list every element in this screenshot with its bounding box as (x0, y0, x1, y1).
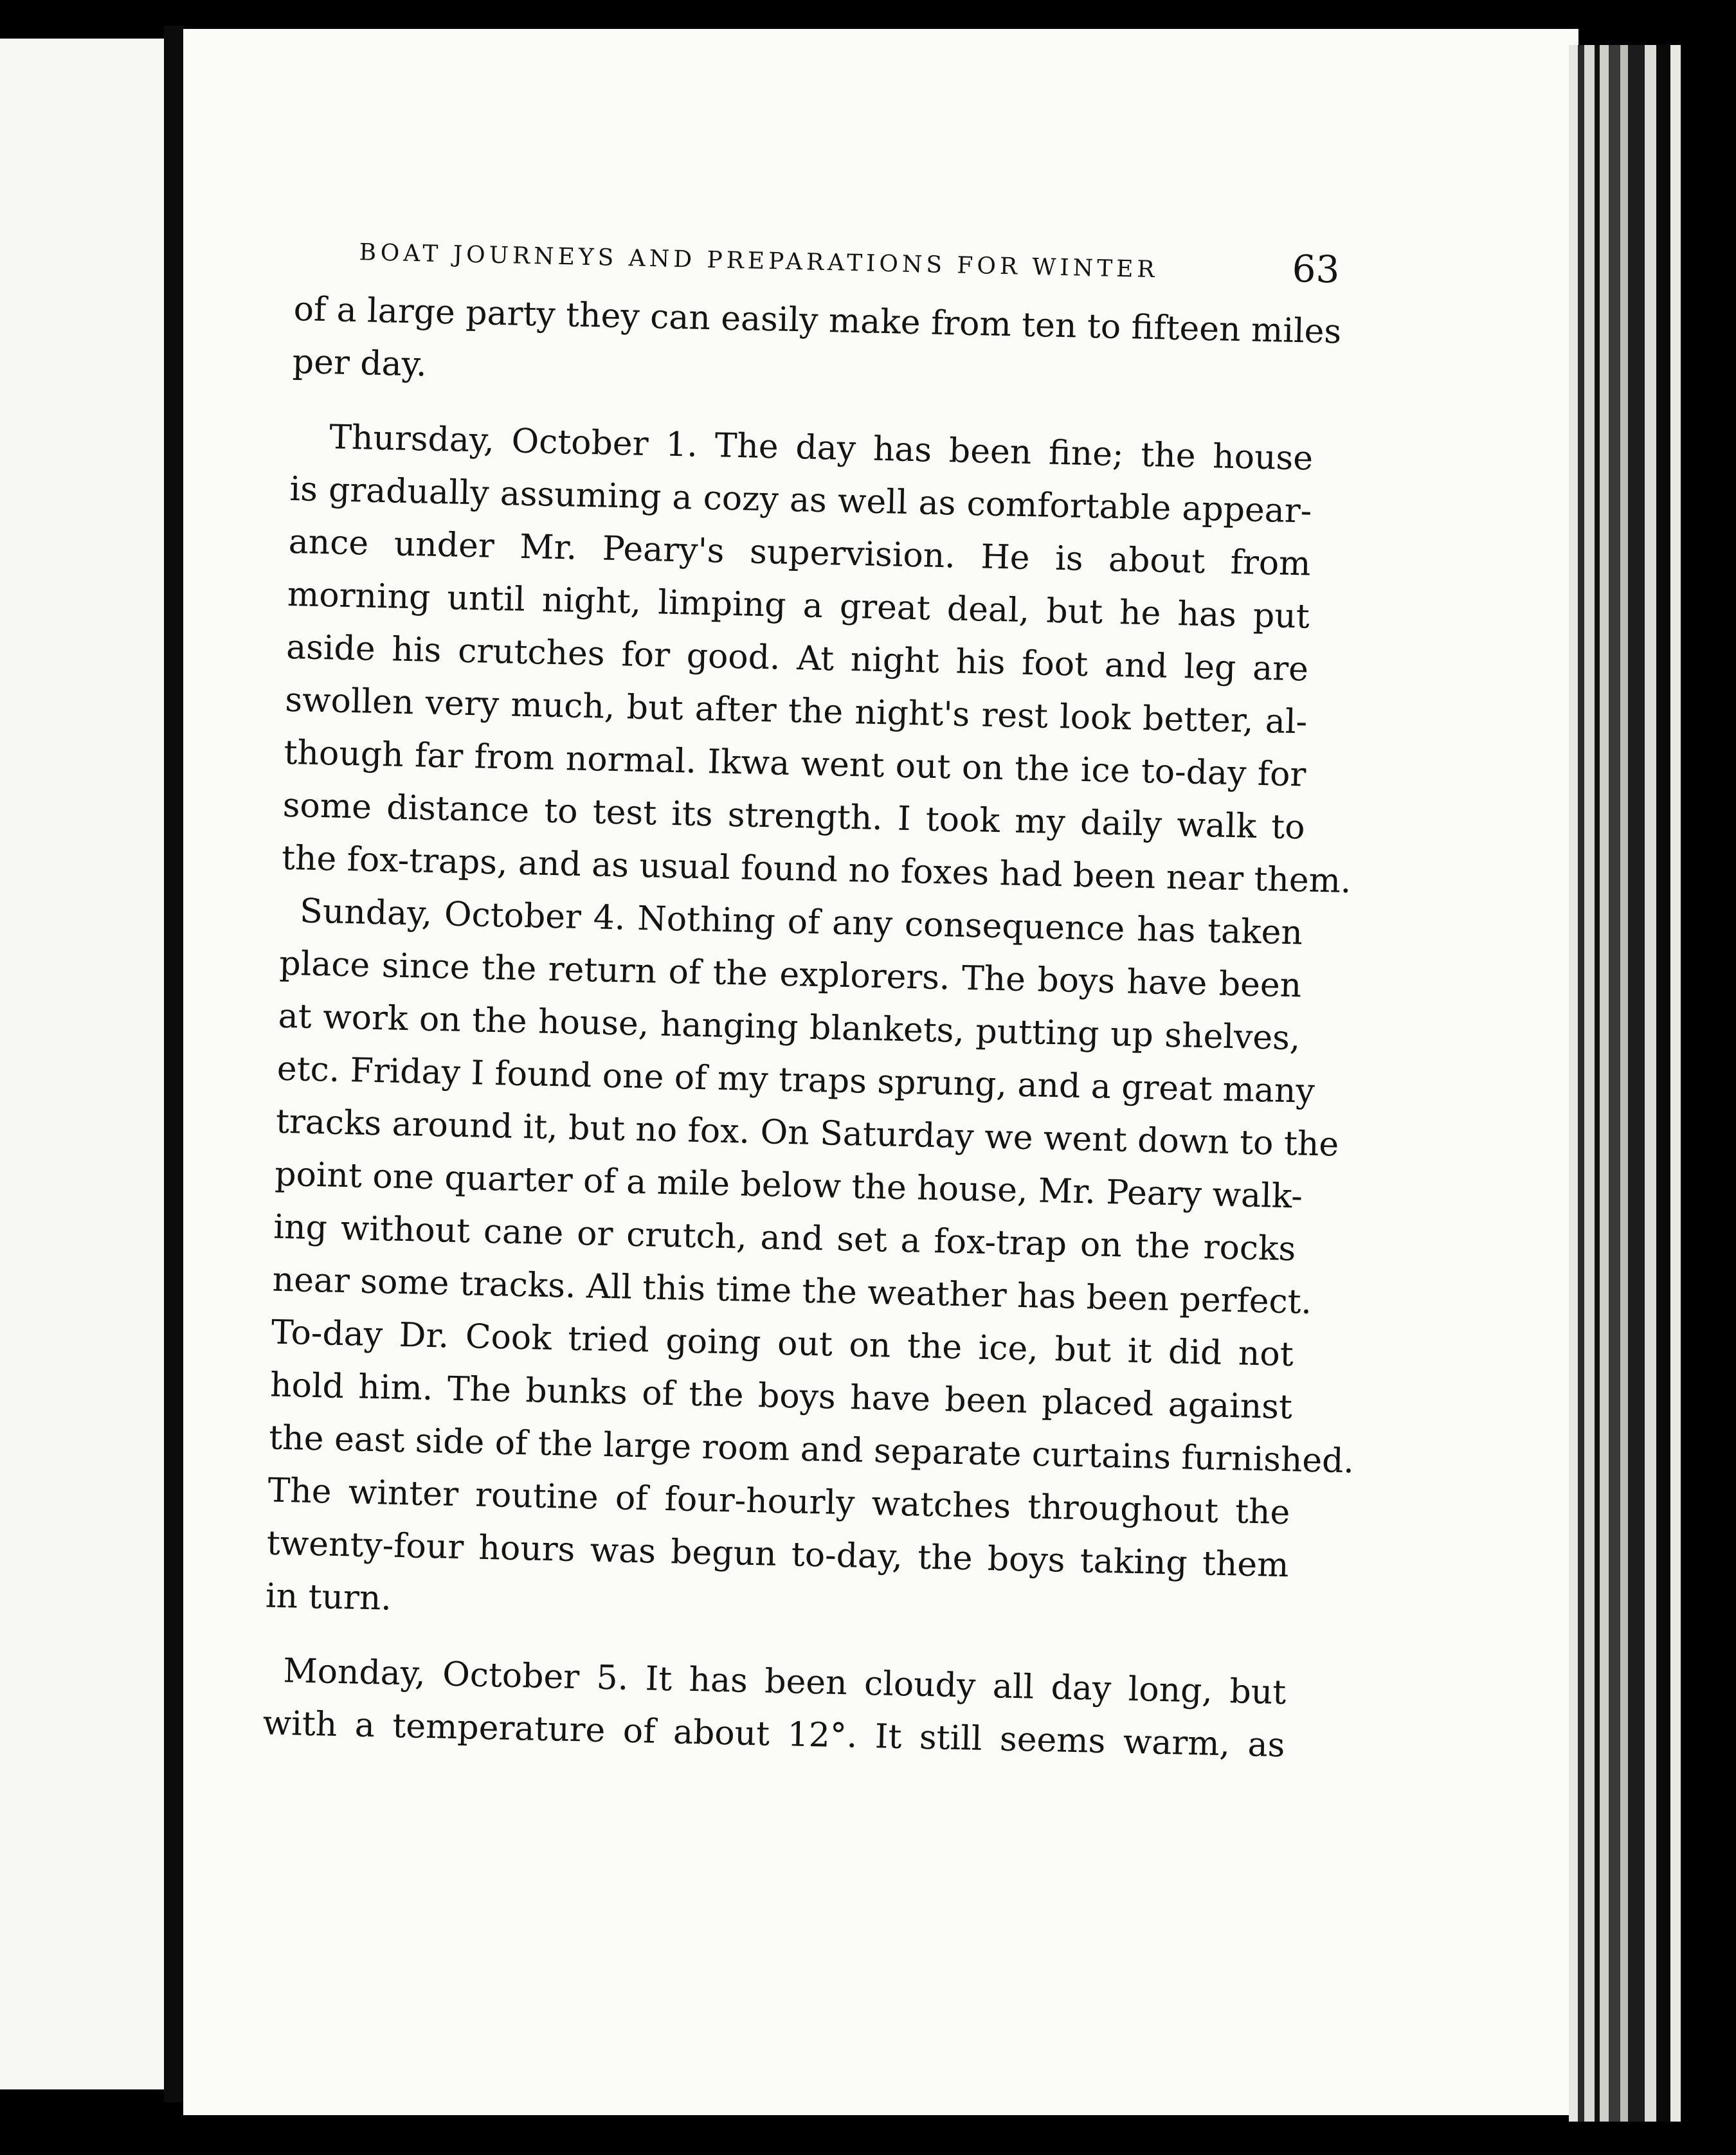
text-line: twenty-four hours was begun to-day, the boys taking them (266, 1524, 1290, 1585)
text-line: the east side of the large room and separate curtains furnished. (268, 1418, 1355, 1481)
text-line: Sunday, October 4. Nothing of any consequence has taken (299, 892, 1303, 953)
previous-page-edge (0, 39, 164, 2089)
text-line: aside his crutches for good. At night his foot and leg are (285, 627, 1309, 689)
text-line: tracks around it, but no fox. On Saturday we went down to the (275, 1102, 1339, 1164)
text-line: with a temperature of about 12°. It still seems warm, as (262, 1704, 1285, 1765)
text-line: at work on the house, hanging blankets, putting up shelves, (278, 996, 1301, 1058)
page-number: 63 (1291, 246, 1341, 292)
text-line: etc. Friday I found one of my traps sprung, and a great many (276, 1049, 1316, 1111)
text-line: place since the return of the explorers. The boys have been (278, 944, 1302, 1005)
text-line: ing without cane or crutch, and set a fox-trap on the rocks (273, 1207, 1296, 1269)
paragraph (281, 410, 1352, 907)
paragraph (265, 885, 1355, 1645)
paragraph (262, 1644, 1287, 1772)
text-line: point one quarter of a mile below the house, Mr. Peary walk- (274, 1155, 1303, 1216)
book-gutter (164, 26, 183, 2102)
text-line: the fox-traps, and as usual found no foxes had been near them. (281, 838, 1352, 901)
text-line: is gradually assuming a cozy as well as comfortable appear- (289, 469, 1312, 531)
text-line: some distance to test its strength. I took my daily walk to (282, 786, 1306, 847)
text-line: morning until night, limping a great deal, but he has put (287, 575, 1310, 636)
text-line: Monday, October 5. It has been cloudy all day long, but (282, 1652, 1287, 1713)
running-title: BOAT JOURNEYS AND PREPARATIONS FOR WINTER (359, 239, 1159, 284)
text-line: per day. (292, 342, 428, 384)
text-line: Thursday, October 1. The day has been fine; the house (329, 418, 1314, 478)
text-line: To-day Dr. Cook tried going out on the ice, but it did not (271, 1313, 1294, 1375)
text-line: ance under Mr. Peary's supervision. He is about from (288, 522, 1312, 584)
text-line: swollen very much, but after the night's rest look better, al- (284, 680, 1308, 742)
book-page (183, 29, 1578, 2115)
text-line: of a large party they can easily make from ten to fifteen miles (293, 289, 1342, 352)
page-text (262, 212, 1355, 1772)
page-stack-edges (1569, 45, 1704, 2122)
text-line: though far from normal. Ikwa went out on the ice to-day for (283, 733, 1307, 795)
text-line: in turn. (265, 1576, 392, 1618)
text-line: near some tracks. All this time the weather has been perfect. (272, 1260, 1312, 1322)
text-line: The winter routine of four-hourly watches throughout the (267, 1471, 1290, 1533)
text-line: hold him. The bunks of the boys have been placed against (269, 1366, 1293, 1427)
